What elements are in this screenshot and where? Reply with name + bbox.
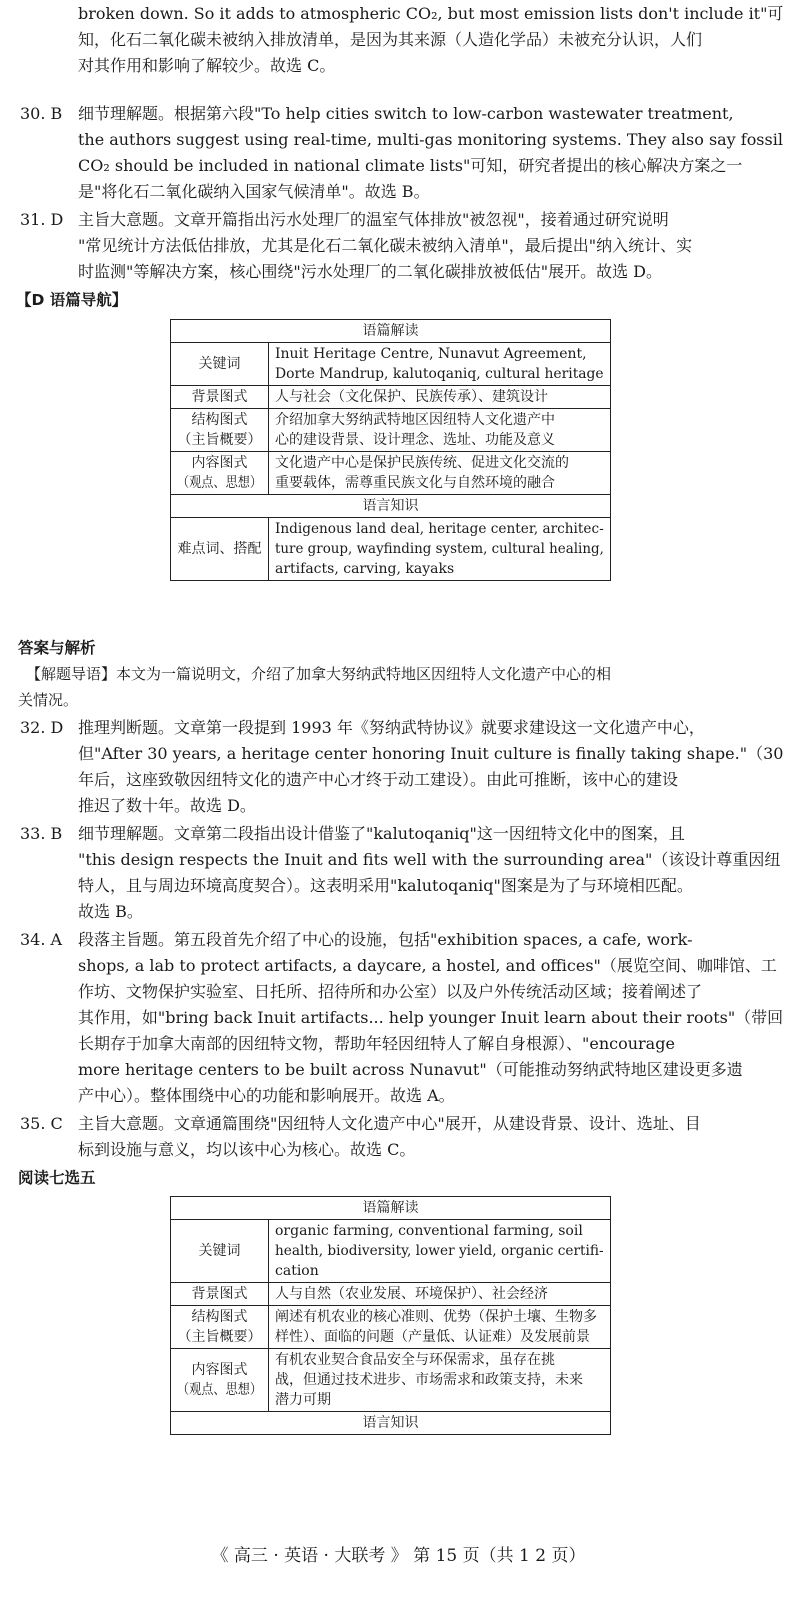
table-header-row [171,320,611,343]
question-number: 31. D [20,210,64,229]
row-content-line: 阐述有机农业的核心准则、优势（保护土壤、生物多 [275,1309,597,1325]
table-header-row [171,1412,611,1435]
table-row [171,452,611,495]
row-label: 背景图式 [191,389,248,405]
row-label: 内容图式 [191,455,248,471]
text-line: 主旨大意题。文章通篇围绕"因纽特人文化遗产中心"展开，从建设背景、设计、选址、目 [78,1114,701,1133]
row-label: （主旨概要） [177,432,262,448]
page-footer: 《 高三 · 英语 · 大联考 》 第 15 页（共 1 2 页） [211,1546,586,1566]
text-line: more heritage centers to be built across Nunavut"（可能推动努纳武特地区建设更多遗 [78,1060,743,1079]
table-row [171,1220,611,1283]
text-line: 标到设施与意义，均以该中心为核心。故选 C。 [78,1140,416,1159]
guide-line: 【解题导语】本文为一篇说明文，介绍了加拿大努纳武特地区因纽特人文化遗产中心的相 [26,665,612,683]
table-header-row [171,495,611,518]
row-content-line: cation [275,1263,319,1279]
question-number: 32. D [20,718,64,737]
row-content-line: health, biodiversity, lower yield, organic certifi- [275,1243,604,1259]
section-seven-heading: 阅读七选五 [18,1169,96,1187]
text-line: 时监测"等解决方案，核心围绕"污水处理厂的二氧化碳排放被低估"展开。故选 D。 [78,262,662,281]
text-line: 细节理解题。根据第六段"To help cities switch to low-carbon wastewater treatment, [78,104,734,123]
table-row [171,386,611,409]
row-label: 关键词 [198,1243,241,1259]
row-label: 关键词 [198,356,241,372]
answers-heading: 答案与解析 [18,639,96,657]
table-row [171,343,611,386]
table-row [171,1306,611,1349]
table-header: 语篇解读 [171,1197,611,1220]
text-line: broken down. So it adds to atmospheric CO₂, but most emission lists don't include it"可 [78,4,784,23]
row-content-line: Inuit Heritage Centre, Nunavut Agreement, [275,346,587,362]
text-line: 其作用，如"bring back Inuit artifacts... help younger Inuit learn about their roots"（带回 [78,1008,784,1027]
text-line: 产中心）。整体围绕中心的功能和影响展开。故选 A。 [78,1086,455,1105]
row-label: 结构图式 [191,1309,248,1325]
row-content-line: 人与社会（文化保护、民族传承）、建筑设计 [275,389,548,405]
question-number: 35. C [20,1114,63,1133]
row-content-line: 文化遗产中心是保护民族传统、促进文化交流的 [275,455,569,471]
text-line: 推理判断题。文章第一段提到 1993 年《努纳武特协议》就要求建设这一文化遗产中心， [78,718,705,737]
discourse-table-seven [170,1196,611,1435]
row-content-line: 潜力可期 [275,1392,331,1408]
text-line: 段落主旨题。第五段首先介绍了中心的设施，包括"exhibition spaces, a cafe, work- [78,930,693,949]
text-line: 对其作用和影响了解较少。故选 C。 [78,56,336,75]
row-content-line: 介绍加拿大努纳武特地区因纽特人文化遗产中 [275,412,555,428]
table-row [171,1283,611,1306]
row-content-line: Indigenous land deal, heritage center, architec- [275,521,604,537]
text-line: 推迟了数十年。故选 D。 [78,796,256,815]
text-line: 细节理解题。文章第二段指出设计借鉴了"kalutoqaniq"这一因纽特文化中的图案，且 [78,824,685,843]
row-label: 内容图式 [191,1362,248,1378]
row-label: （观点、思想） [177,1382,262,1398]
row-label: 结构图式 [191,412,248,428]
text-line: "this design respects the Inuit and fits well with the surrounding area"（该设计尊重因纽 [78,850,781,869]
text-line: the authors suggest using real-time, multi-gas monitoring systems. They also say fossil [78,130,783,149]
text-line: 故选 B。 [78,902,143,921]
text-line: 但"After 30 years, a heritage center honoring Inuit culture is finally taking shape."（30 [78,744,784,763]
row-content-line: 人与自然（农业发展、环境保护）、社会经济 [275,1286,548,1302]
row-content-line: 样性）、面临的问题（产量低、认证难）及发展前景 [275,1329,590,1345]
row-content-line: 有机农业契合食品安全与环保需求，虽存在挑 [275,1352,555,1368]
table-row [171,409,611,452]
text-line: shops, a lab to protect artifacts, a daycare, a hostel, and offices"（展览空间、咖啡馆、工 [78,956,777,975]
text-line: 特人，且与周边环境高度契合）。这表明采用"kalutoqaniq"图案是为了与环境相匹配。 [78,876,693,895]
text-line: 作坊、文物保护实验室、日托所、招待所和办公室）以及户外传统活动区域；接着阐述了 [78,982,703,1001]
text-line: "常见统计方法低估排放，尤其是化石二氧化碳未被纳入清单"，最后提出"纳入统计、实 [78,236,693,255]
row-content-line: organic farming, conventional farming, soil [275,1223,583,1239]
text-line: 长期存于加拿大南部的因纽特文物，帮助年轻因纽特人了解自身根源）、"encourage [78,1034,675,1053]
text-line: 知，化石二氧化碳未被纳入排放清单，是因为其来源（人造化学品）未被充分认识，人们 [78,30,703,49]
row-content-line: ture group, wayfinding system, cultural healing, [275,541,604,557]
table-header: 语篇解读 [171,320,611,343]
table-row [171,1349,611,1412]
row-content-line: 心的建设背景、设计理念、选址、功能及意义 [275,432,555,448]
guide-line: 关情况。 [18,691,79,709]
table-subheader: 语言知识 [171,495,611,518]
table-row [171,518,611,581]
question-number: 34. A [20,930,63,949]
table-subheader: 语言知识 [171,1412,611,1435]
text-line: 是"将化石二氧化碳纳入国家气候清单"。故选 B。 [78,182,430,201]
text-line: CO₂ should be included in national climate lists"可知，研究者提出的核心解决方案之一 [78,156,743,175]
section-d-heading: 【D 语篇导航】 [16,291,128,309]
row-content-line: artifacts, carving, kayaks [275,561,455,577]
row-content-line: 战，但通过技术进步、市场需求和政策支持，未来 [275,1372,583,1388]
discourse-table-d [170,319,611,581]
question-number: 33. B [20,824,63,843]
question-number: 30. B [20,104,63,123]
row-content-line: 重要载体，需尊重民族文化与自然环境的融合 [275,475,555,491]
row-label: 背景图式 [191,1286,248,1302]
table-header-row [171,1197,611,1220]
row-label: 难点词、搭配 [177,541,262,557]
text-line: 主旨大意题。文章开篇指出污水处理厂的温室气体排放"被忽视"，接着通过研究说明 [78,210,669,229]
row-label: （观点、思想） [177,475,262,491]
text-line: 年后，这座致敬因纽特文化的遗产中心才终于动工建设）。由此可推断，该中心的建设 [78,770,679,789]
row-label: （主旨概要） [177,1329,262,1345]
row-content-line: Dorte Mandrup, kalutoqaniq, cultural heritage [275,366,604,382]
